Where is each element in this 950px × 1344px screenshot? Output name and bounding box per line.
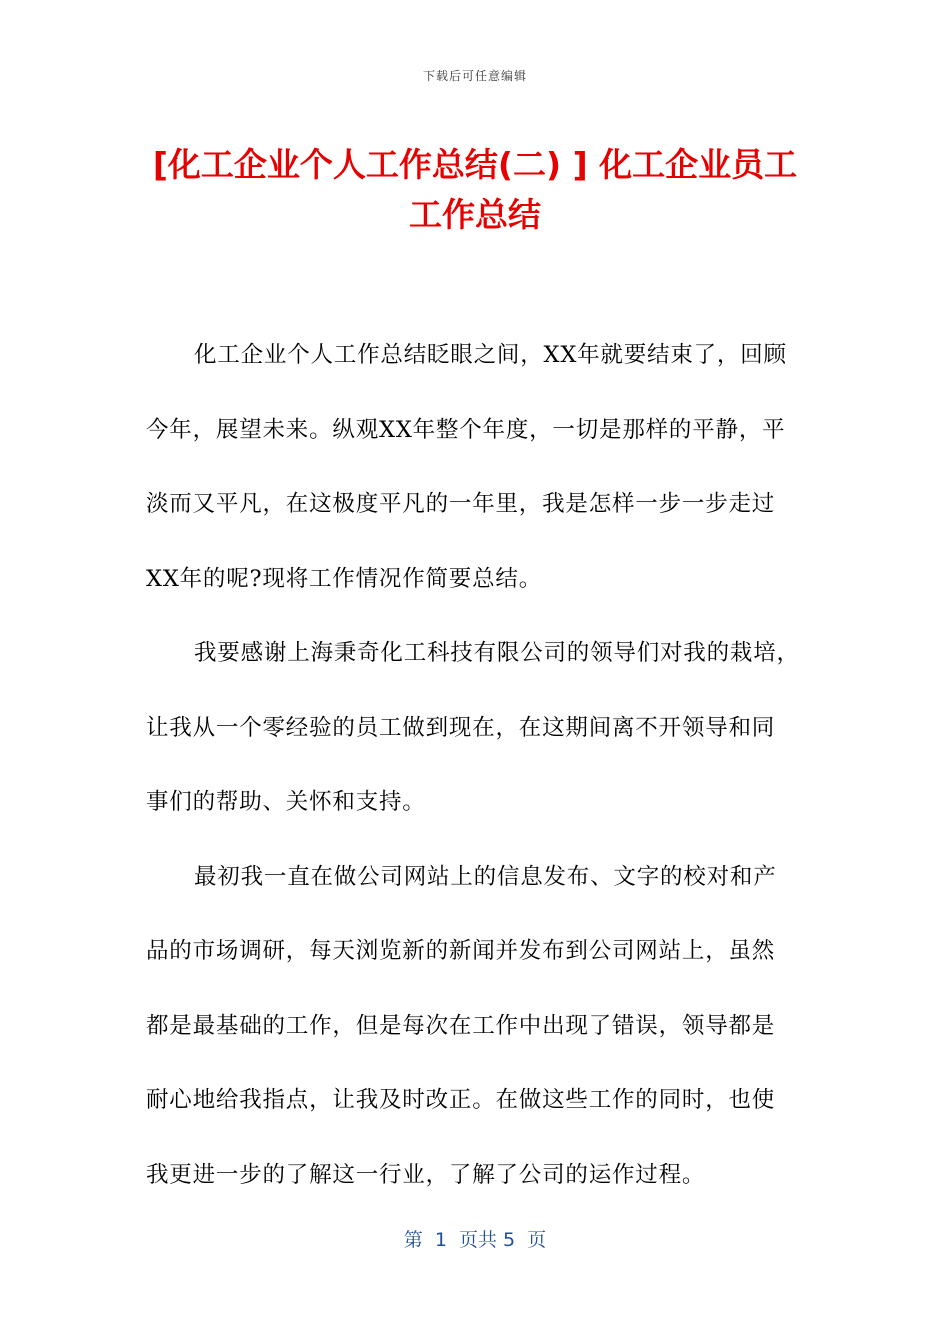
document-body	[146, 318, 806, 1212]
paragraph-line: 化工企业个人工作总结眨眼之间，XX年就要结束了，回顾	[194, 342, 787, 368]
paragraph-line: 让我从一个零经验的员工做到现在，在这期间离不开领导和同	[146, 714, 776, 741]
paragraph-line: 我更进一步的了解这一行业，了解了公司的运作过程。	[146, 1161, 706, 1188]
paragraph-line: 品的市场调研，每天浏览新的新闻并发布到公司网站上，虽然	[146, 938, 776, 964]
paragraph-line: 最初我一直在做公司网站上的信息发布、文字的校对和产	[194, 863, 777, 890]
paragraph-line: 都是最基础的工作，但是每次在工作中出现了错误，领导都是	[146, 1012, 776, 1039]
paragraph-line: 耐心地给我指点，让我及时改正。在做这些工作的同时，也使	[146, 1087, 776, 1113]
paragraph-line: 事们的帮助、关怀和支持。	[146, 789, 426, 815]
header-note: 下载后可任意编辑	[422, 69, 527, 83]
paragraph-line: XX年的呢?现将工作情况作简要总结。	[146, 565, 542, 592]
paragraph-line: 我要感谢上海秉奇化工科技有限公司的领导们对我的栽培，	[194, 640, 800, 666]
title-line: 工作总结	[409, 195, 541, 234]
title-line: [化工企业个人工作总结(二) ] 化工企业员工	[152, 145, 798, 184]
paragraph-line: 今年，展望未来。纵观XX年整个年度，一切是那样的平静，平	[146, 416, 786, 443]
page-footer: 第 1 页共 5 页	[403, 1229, 547, 1251]
paragraph-line: 淡而又平凡，在这极度平凡的一年里，我是怎样一步一步走过	[146, 491, 776, 517]
document-title	[120, 140, 830, 240]
